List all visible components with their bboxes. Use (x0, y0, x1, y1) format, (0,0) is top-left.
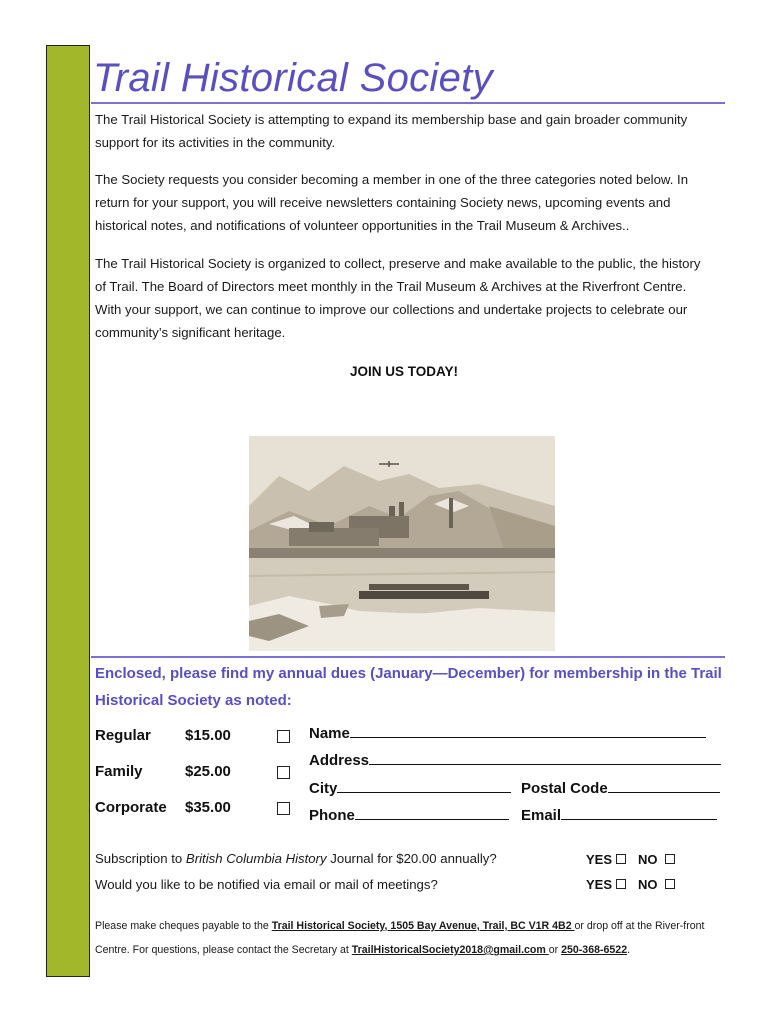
request-paragraph: The Society requests you consider becoming a member in one of the three categories noted below. In return for your support, you will receive newsletters containing Society news, upcoming events and historical notes, and notifications of volunteer opportunities in the Trail Museum & Archives.. (95, 172, 689, 233)
email-field-line (561, 805, 717, 820)
tier-family-checkbox[interactable] (277, 766, 290, 779)
green-sidebar (46, 45, 90, 977)
contact-email-link[interactable]: TrailHistoricalSociety2018@gmail.com (351, 944, 549, 956)
phone-field-label: Phone (309, 807, 355, 824)
notify-no-label: NO (638, 877, 658, 892)
address-field[interactable] (309, 750, 721, 769)
journal-no-label: NO (638, 852, 658, 867)
postal-code-field[interactable] (521, 778, 720, 797)
name-field-label: Name (309, 725, 350, 742)
enclosed-statement: Enclosed, please find my annual dues (January—December) for membership in the Trail Historical Society as noted: (95, 665, 722, 709)
tier-family-label: Family (95, 763, 143, 780)
tier-regular-price: $15.00 (185, 727, 231, 744)
city-field-line (337, 778, 511, 793)
section-divider (91, 656, 725, 658)
notify-yes-checkbox[interactable] (616, 879, 626, 889)
historic-river-scene (249, 436, 555, 651)
tier-regular-checkbox[interactable] (277, 730, 290, 743)
journal-no-checkbox[interactable] (665, 854, 675, 864)
postal-code-field-line (608, 778, 720, 793)
address-field-line (369, 750, 721, 765)
page-title: Trail Historical Society (93, 56, 493, 100)
postal-code-field-label: Postal Code (521, 780, 608, 797)
notify-yes-label: YES (586, 877, 613, 892)
intro-paragraph: The Trail Historical Society is attempting to expand its membership base and gain broader community support for its activities in the community. (95, 112, 688, 150)
journal-yes-checkbox[interactable] (616, 854, 626, 864)
tier-corporate-checkbox[interactable] (277, 802, 290, 815)
title-divider (91, 102, 725, 104)
journal-question-prefix: Subscription to (95, 851, 186, 866)
tier-corporate-label: Corporate (95, 799, 167, 816)
notify-no-checkbox[interactable] (665, 879, 675, 889)
payment-instructions (95, 914, 725, 962)
footer-text-1: Please make cheques payable to the (95, 920, 272, 932)
journal-yes-label: YES (586, 852, 613, 867)
join-heading: JOIN US TODAY! (349, 364, 459, 379)
email-field-label: Email (521, 807, 562, 824)
tier-corporate-price: $35.00 (185, 799, 231, 816)
footer-text-4: . (627, 944, 631, 956)
city-field-label: City (309, 780, 338, 797)
tier-regular-label: Regular (95, 727, 151, 744)
mailing-address: Trail Historical Society, 1505 Bay Avenue, Trail, BC V1R 4B2 (271, 920, 575, 932)
address-field-label: Address (309, 752, 370, 769)
phone-field-line (355, 805, 509, 820)
journal-question (95, 851, 497, 866)
journal-question-suffix: Journal for $20.00 annually? (326, 851, 497, 866)
phone-field[interactable] (309, 805, 509, 824)
mission-paragraph: The Trail Historical Society is organized to collect, preserve and make available to the public, the history of Trail. The Board of Directors meet monthly in the Trail Museum & Archives at the Riverfront Centre. With your support, we can continue to improve our collections and undertake projects to celebrate our community’s significant heritage. (95, 256, 701, 340)
tier-family-price: $25.00 (185, 763, 231, 780)
name-field[interactable] (309, 723, 706, 742)
journal-title: British Columbia History (185, 851, 327, 866)
contact-phone-link[interactable]: 250-368-6522 (561, 944, 628, 956)
historic-photo (249, 436, 555, 651)
footer-text-2: or drop off at the River-front Centre. For questions, please contact the Secretary at (95, 920, 705, 956)
name-field-line (350, 723, 706, 738)
city-field[interactable] (309, 778, 511, 797)
footer-text-3: or (548, 944, 562, 956)
notify-question: Would you like to be notified via email or mail of meetings? (95, 877, 438, 892)
email-field[interactable] (521, 805, 717, 824)
